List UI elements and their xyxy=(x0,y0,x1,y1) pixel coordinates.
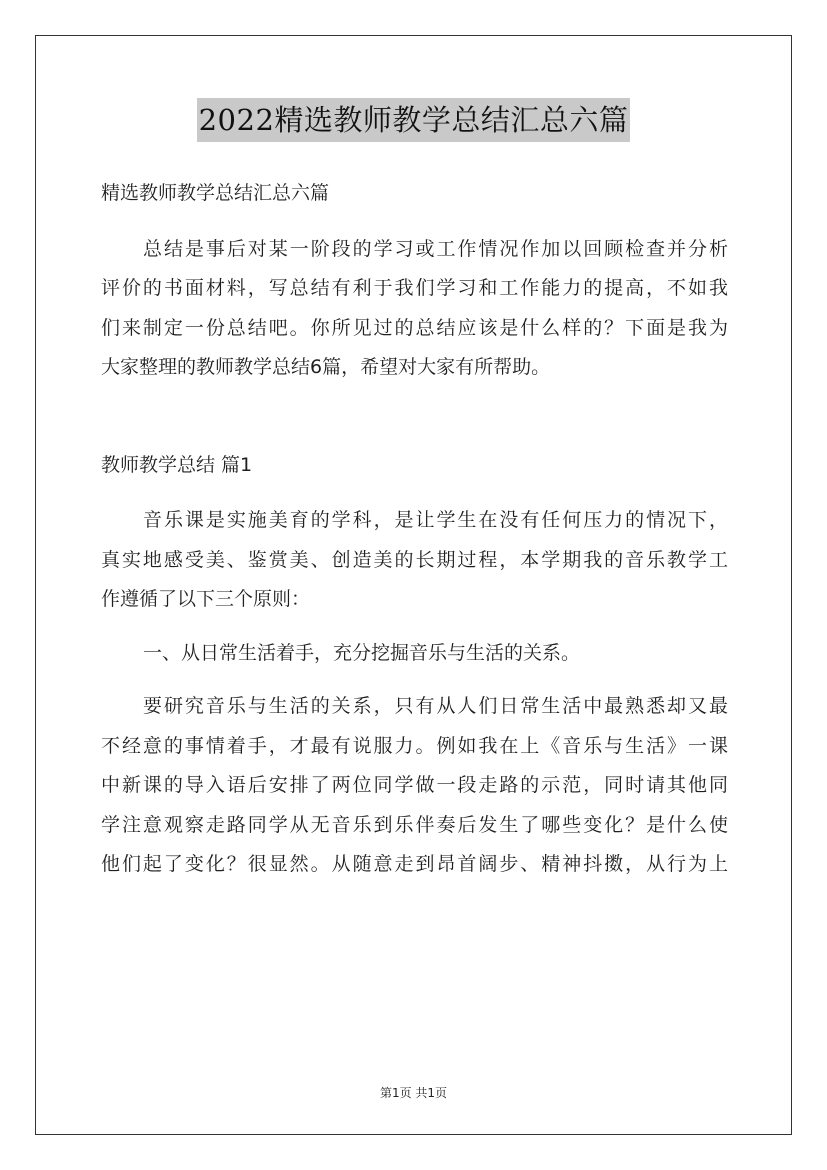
text-line: 音乐课是实施美育的学科，是让学生在没有任何压力的情况下， xyxy=(143,509,728,531)
text-line: 大家整理的教师教学总结6篇，希望对大家有所帮助。 xyxy=(101,356,551,378)
document-subtitle: 精选教师教学总结汇总六篇 xyxy=(101,182,330,204)
intro-paragraph xyxy=(101,230,728,388)
text-line: 要研究音乐与生活的关系，只有从人们日常生活中最熟悉却又最 xyxy=(143,695,728,717)
text-line: 总结是事后对某一阶段的学习或工作情况作加以回顾检查并分析 xyxy=(143,237,728,260)
text-line: 真实地感受美、鉴赏美、创造美的长期过程，本学期我的音乐教学工 xyxy=(101,548,728,571)
paragraph-1 xyxy=(101,501,728,620)
text-line: 学注意观察走路同学从无音乐到乐伴奏后发生了哪些变化？是什么使 xyxy=(101,813,728,836)
document-body xyxy=(101,174,728,885)
title-container xyxy=(0,98,827,142)
point-heading: 一、从日常生活着手，充分挖掘音乐与生活的关系。 xyxy=(143,641,581,664)
text-line: 他们起了变化？很显然。从随意走到昂首阔步、精神抖擞，从行为上 xyxy=(101,853,728,875)
text-line: 不经意的事情着手，才最有说服力。例如我在上《音乐与生活》一课 xyxy=(101,734,728,757)
section-heading: 教师教学总结 篇1 xyxy=(101,453,253,476)
text-line: 评价的书面材料，写总结有利于我们学习和工作能力的提高，不如我 xyxy=(101,277,728,299)
paragraph-2 xyxy=(101,687,728,885)
text-line: 作遵循了以下三个原则： xyxy=(101,588,311,610)
text-line: 中新课的导入语后安排了两位同学做一段走路的示范，同时请其他同 xyxy=(101,774,728,796)
text-line: 们来制定一份总结吧。你所见过的总结应该是什么样的？下面是我为 xyxy=(101,316,728,339)
page-footer: 第1页 共1页 xyxy=(379,1086,448,1100)
document-title: 2022精选教师教学总结汇总六篇 xyxy=(197,98,631,142)
